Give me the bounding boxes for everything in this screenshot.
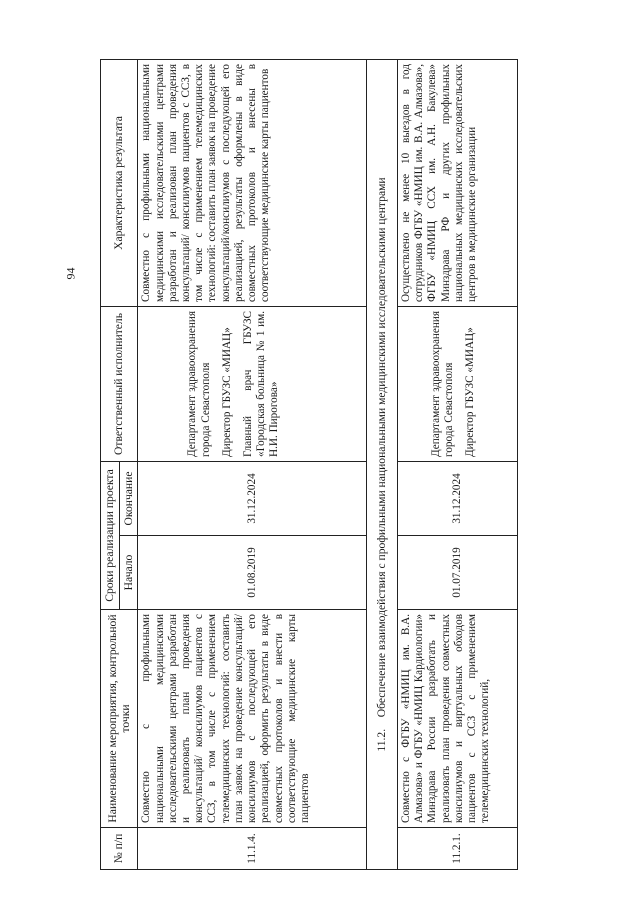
header-terms: Сроки реализации проекта	[101, 461, 120, 609]
table-row	[398, 59, 518, 869]
table-row	[138, 59, 367, 869]
section-row	[367, 59, 398, 869]
row-result: Осуществлено не менее 10 выездов в год сотрудников ФГБУ «НМИЦ им. В.А. Алмазова», ФГБУ «НМИЦ ССХ им. А.Н. Бакулева» Минздрава РФ и других профильных национальных медицинских исследовательских центров в медицинские организации	[398, 59, 518, 306]
row-name: Совместно с ФГБУ «НМИЦ им. В.А. Алмазова» и ФГБУ «НМИЦ Кардиологии» Минздрава России разработать и реализовать план проведения совместных консилиумов и виртуальных обходов пациентов с ССЗ с применением телемедицинских технологий,	[398, 610, 518, 828]
section-num: 11.2.	[375, 728, 389, 752]
row-num: 11.1.4.	[138, 828, 367, 870]
header-executor: Ответственный исполнитель	[101, 306, 138, 461]
row-executor	[138, 306, 367, 461]
section-title-cell	[367, 59, 398, 869]
row-end: 31.12.2024	[138, 461, 367, 535]
section-title: Обеспечение взаимодействия с профильными национальными медицинскими исследовательскими центрами	[375, 177, 389, 718]
row-name: Совместно с профильными национальными медицинскими исследовательскими центрами разработан и реализовать план проведения консультаций/ консилиумов пациентов с ССЗ, в том числе с применением телемедицинских технологий: составить план заявок на проведение консультаций/консилиумов с последующей его реализацией, оформить результаты в виде совместных протоколов и внести в соответствующие медицинские карты пациентов	[138, 610, 367, 828]
row-start: 01.07.2019	[398, 536, 518, 610]
header-end: Окончание	[119, 461, 138, 535]
row-num: 11.2.1.	[398, 828, 518, 870]
row-executor	[398, 306, 518, 461]
rotated-sheet	[100, 60, 580, 870]
header-name: Наименование мероприятия, контрольной точки	[101, 610, 138, 828]
row-result: Совместно с профильными национальными медицинскими исследовательскими центрами разработан и реализован план проведения консультаций/ консилиумов пациентов с ССЗ, в том числе с применением телемедицинских технологий: составить план заявок на проведение консультаций/консилиумов с последующей его реализацией, результаты оформлены в виде совместных протоколов и внесены в соответствующие медицинские карты пациентов	[138, 59, 367, 306]
plan-table	[100, 59, 518, 870]
header-result: Характеристика результата	[101, 59, 138, 306]
row-end: 31.12.2024	[398, 461, 518, 535]
row-start: 01.08.2019	[138, 536, 367, 610]
page-number: 94	[63, 267, 78, 280]
executor-line: Директор ГБУЗС «МИАЦ»	[464, 327, 477, 457]
executor-line: Департамент здравоохранения города Севастополя	[430, 310, 456, 457]
executor-line: Директор ГБУЗС «МИАЦ»	[220, 327, 233, 457]
header-num: № п/п	[101, 828, 138, 870]
executor-line: Департамент здравоохранения города Севастополя	[186, 310, 212, 457]
executor-line: Главный врач ГБУЗС «Городская больница № 1 им. Н.И. Пирогова»	[242, 310, 281, 457]
header-start: Начало	[119, 536, 138, 610]
